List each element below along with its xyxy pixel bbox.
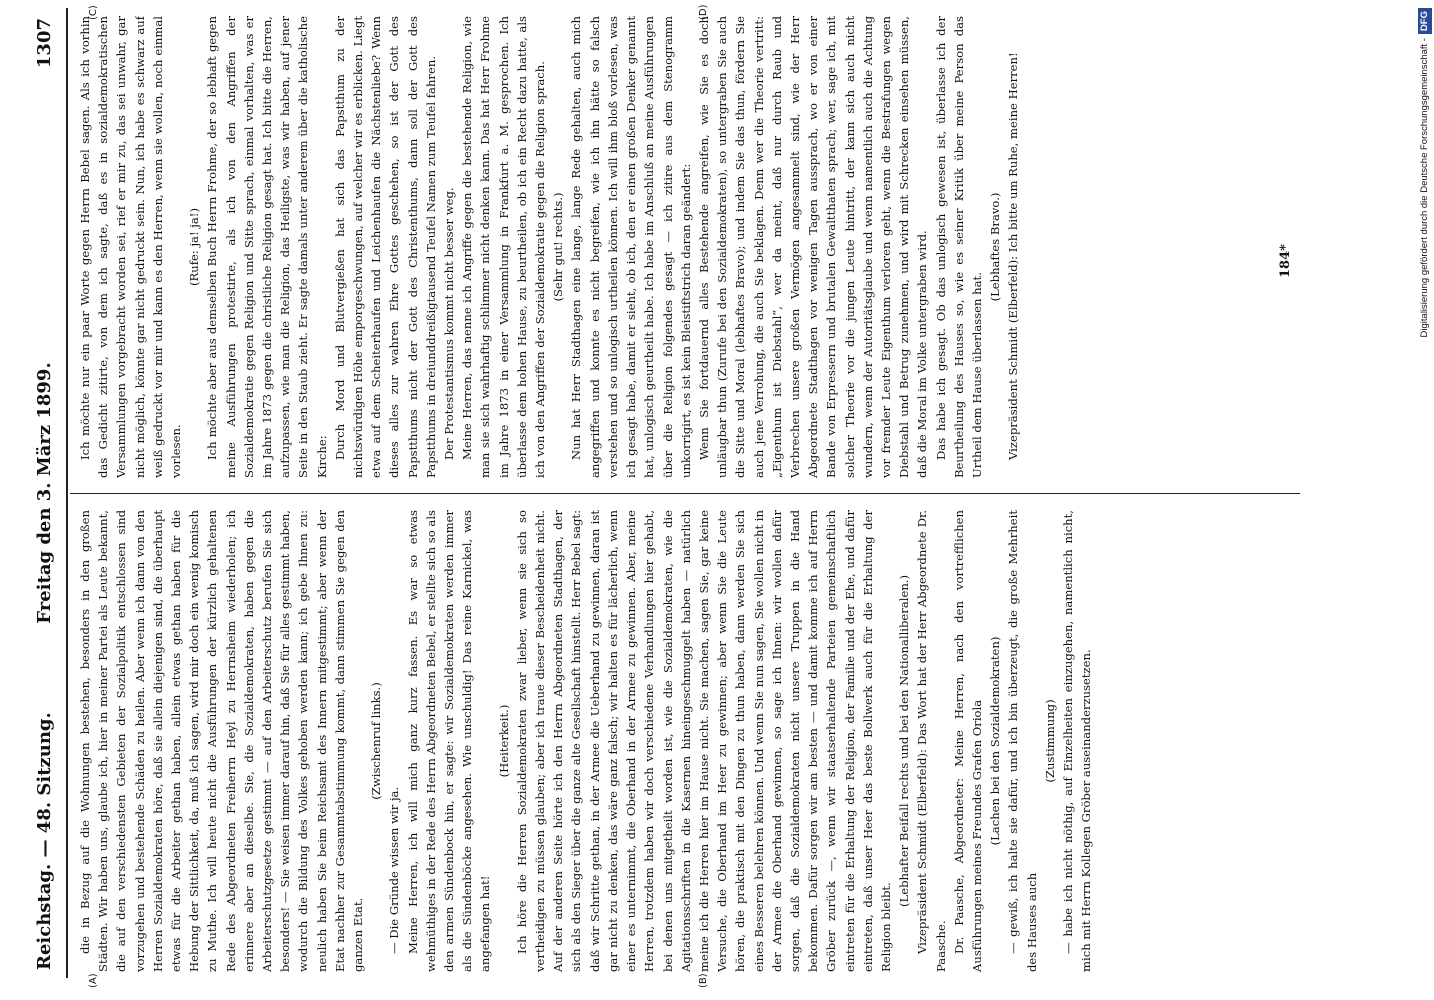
digitization-credit: [1418, 8, 1432, 992]
paragraph: — gewiß, ich halte sie dafür, und ich bin überzeugt, die große Mehrheit des Hauses auch: [1006, 510, 1039, 972]
speaker-paragraph: Vizepräsident Schmidt (Elberfeld): Ich bitte um Ruhe, meine Herren!: [1006, 52, 1021, 460]
paragraph: Ich möchte nur ein paar Worte gegen Herrn Bebel sagen. Als ich vorhin das Gedicht zitirte, von dem ich sagte, daß es in sozialdemokratischen Versammlungen vorgebracht worden sei, rief er mir zu, das sei unwahr, gar nicht möglich, könnte gar nicht gedruckt sein. Nun, ich habe es schwarz auf weiß gedruckt vor mir und kann es den Herren, wenn sie wollen, noch einmal vorlesen.: [78, 16, 184, 478]
margin-marker-c: (C): [88, 5, 99, 20]
signature-mark: 184*: [1278, 244, 1293, 278]
paragraph: Ich möchte aber aus demselben Buch Herrn Frohme, der so lebhaft gegen meine Ausführungen protestirte, als ich von den Angriffen der Sozialdemokratie gegen Religion und Sitte sprach, einmal vorhalten, was er im Jahre 1873 gegen die christliche Religion gesagt hat. Ich bitte die Herren, aufzupassen, wie man die Religion, das Heiligste, was wir haben, auf jener Seite in den Staub zieht. Er sagte damals unter anderem über die katholische Kirche:: [205, 16, 329, 478]
page-number: 1307: [34, 18, 55, 69]
digitization-credit-text-wrap: [1418, 8, 1432, 992]
paragraph: die in Bezug auf die Wohnungen bestehen, besonders in den großen Städten. Wir haben uns, glaube ich, hier in meiner Partei als Leute bekannt, die auf den verschiedensten Gebieten der Sozialpolitik entschlossen sind vorzugehen und bestehende Schäden zu heilen. Aber wenn ich dann von den Herren Sozialdemokraten höre, daß sie allein diejenigen sind, die überhaupt etwas für die Arbeiter gethan haben, allein etwas gethan haben für die Hebung der Sittlichkeit, da, muß ich sagen, wird mir doch ein wenig komisch zu Muthe. Ich will heute nicht die Ausführungen der kürzlich gehaltenen Rede des Abgeordneten Freiherrn Heyl zu Herrnsheim wiederholen; ich erinnere aber an dieselbe. Sie, die Sozialdemokraten, haben gegen die Arbeiterschutzgesetze gestimmt — auf den Arbeiterschutz berufen Sie sich besonders! — Sie weisen immer darauf hin, daß Sie für alles gestimmt haben, wodurch die Bildung des Volkes gehoben werden kann; ich gebe Ihnen zu: neulich haben Sie beim Reichsamt des Innern mitgestimmt; aber wenn der Etat nachher zur Gesammtabstimmung kommt, dann stimmen Sie gegen den ganzen Etat.: [78, 510, 366, 972]
margin-marker-a: (A): [88, 973, 99, 988]
header-left: Reichstag. — 48. Sitzung.: [34, 712, 55, 970]
quotation: Durch Mord und Blutvergießen hat sich das Papstthum zu der nichtswürdigen Höhe emporgeschwungen, auf welcher wir es erblicken. Liegt etwa auf dem Scheiterhaufen und Leichenhaufen die Nächstenliebe? Wenn dieses alles zur wahren Ehre Gottes geschehen, so ist der Gott des Papstthums nicht der Gott des Christenthums, dann soll der Gott des Papstthums in dreiunddreißigtausend Teufel Namen zum Teufel fahren.: [332, 16, 438, 478]
margin-marker-d: (D): [698, 4, 709, 20]
margin-marker-b: (B): [698, 973, 709, 988]
digitization-credit-text: Digitalisierung gefördert durch die Deutsche Forschungsgemeinschaft -: [1419, 38, 1430, 338]
interjection: (Zwischenruf links.): [369, 682, 384, 800]
quotation: Wenn Sie fortdauernd alles Bestehende angreifen, wie Sie es doch unläugbar thun (Zurufe bei den Sozialdemokraten), so untergraben Sie auch die Sitte und Moral (lebhaftes Bravo); und indem Sie das thun, fördern Sie auch jene Verrohung, die auch Sie beklagen. Denn wer die Theorie vertritt: „Eigenthum ist Diebstahl“, wer da meint, daß nur durch Raub und Verbrechen unsere großen Vermögen angesammelt sind, wie der Herr Abgeordnete Stadthagen vor wenigen Tagen aussprach, wo er von einer Bande von Erpressern und brutalen Gewaltthaten sprach; wer, sage ich, mit solcher Theorie vor die jungen Leute hintritt, der kann sich auch nicht wundern, wenn der Autoritätsglaube und wenn namentlich auch die Achtung vor fremder Leute Eigenthum verloren geht, wenn die Bestrafungen wegen Diebstahl und Betrug zunehmen, und wird mit Schrecken einsehen müssen, daß die Moral im Volke untergraben wird.: [696, 16, 930, 478]
interjection: (Heiterkeit.): [496, 704, 511, 778]
right-column: [76, 16, 1296, 478]
interjection: (Rufe: ja! ja!): [187, 208, 202, 287]
speaker-paragraph: Dr. Paasche, Abgeordneter: Meine Herren, nach den vortrefflichen Ausführungen meines Freundes Grafen Oriola: [951, 510, 984, 972]
paragraph: Der Protestantismus kommt nicht besser weg.: [442, 187, 457, 460]
interjection: (Sehr gut! rechts.): [551, 192, 566, 302]
page-header: [28, 8, 62, 978]
interjection: (Lebhaftes Bravo.): [988, 192, 1003, 302]
paragraph: — habe ich nicht nöthig, auf Einzelheiten einzugehen, namentlich nicht, mich mit Herrn Kollegen Gröber auseinanderzusetzen.: [1060, 510, 1094, 972]
left-column: [76, 510, 1296, 972]
paragraph: Nun hat Herr Stadthagen eine lange, lange Rede gehalten, auch mich angegriffen und konnte es nicht begreifen, wie ich ihn hätte so falsch verstehen und so unlogisch urtheilen können. Ich will ihm bloß vorlesen, was ich gesagt habe, damit er sieht, ob ich, den er einen großen Denker genannt hat, unlogisch geurtheilt habe. Ich habe im Anschluß an meine Ausführungen über die Religion folgendes gesagt — ich zitire aus dem Stenogramm unkorrigirt, es ist kein Bleistiftstrich daran geändert:: [569, 16, 693, 478]
column-divider: [70, 493, 1300, 494]
document-page: [28, 4, 1318, 988]
dfg-logo: DFG: [1418, 8, 1432, 34]
header-center-date: Freitag den 3. März 1899.: [34, 362, 55, 624]
header-rule: [66, 8, 68, 978]
interjection: (Lachen bei den Sozialdemokraten): [988, 636, 1003, 846]
speaker-paragraph: Vizepräsident Schmidt (Elberfeld): Das Wort hat der Herr Abgeordnete Dr. Paasche.: [915, 510, 948, 972]
paragraph: Ich höre die Herren Sozialdemokraten zwar lieber, wenn sie sich so vertheidigen zu müssen glauben; aber ich traue dieser Bescheidenheit nicht. Auf der anderen Seite hörte ich den Herrn Abgeordneten Stadthagen, der sich als den Sieger über die ganze alte Gesellschaft hinstellt. Herr Bebel sagt: daß wir Schritte gethan, in der Armee die Ueberhand zu gewinnen, daran ist gar nicht zu denken, das wäre ganz falsch; wir halten es für lächerlich, wenn einer es unternimmt, die Oberhand in der Armee zu gewinnen. Aber, meine Herren, trotzdem haben wir doch verschiedene Verhandlungen hier gehabt, bei denen uns mitgetheilt worden ist, wie die Sozialdemokraten, wie die Agitationsschriften in die Kasernen hineingeschmuggelt haben — natürlich meine ich die Herren hier im Hause nicht. Sie machen, sagen Sie, gar keine Versuche, die Oberhand im Heer zu gewinnen; aber wenn Sie die Leute hören, die praktisch mit den Dingen zu thun haben, dann werden Sie sich eines Besseren belehren können. Und wenn Sie nun sagen, Sie wollen nicht in der Armee die Oberhand gewinnen, so sage ich Ihnen: wir wollen dafür sorgen, daß die Sozialdemokraten nicht unsere Truppen in die Hand bekommen. Dafür sorgen wir am besten — und damit komme ich auf Herrn Gröber zurück —, wenn wir staatserhaltende Parteien gemeinschaftlich eintreten für die Erhaltung der Religion, der Familie und der Ehe, und dafür eintreten, daß unser Heer das beste Bollwerk auch für die Erhaltung der Religion bleibt.: [514, 510, 893, 972]
interjection: (Lebhafter Beifall rechts und bei den Nationalliberalen.): [897, 575, 912, 908]
paragraph: Meine Herren, das nenne ich Angriffe gegen die bestehende Religion, wie man sie sich wahrhaftig schlimmer nicht denken kann. Das hat Herr Frohme im Jahre 1873 in einer Versammlung in Frankfurt a. M. gesprochen. Ich überlasse dem hohen Hause, zu beurtheilen, ob ich ein Recht dazu hatte, als ich von den Angriffen der Sozialdemokratie gegen die Religion sprach.: [460, 16, 548, 478]
interjection: (Zustimmung): [1042, 699, 1057, 783]
paragraph: Das habe ich gesagt. Ob das unlogisch gewesen ist, überlasse ich der Beurtheilung des Hauses so, wie es seiner Kritik über meine Person das Urtheil dem Hause überlassen hat.: [933, 16, 984, 478]
paragraph: Meine Herren, ich will mich ganz kurz fassen. Es war so etwas wehmüthiges in der Rede des Herrn Abgeordneten Bebel, er stellte sich so als den armen Sündenbock hin, er sagte: wir Sozialdemokraten werden immer als die Sündenböcke angesehen. Wie unschuldig! Das reine Karnickel, was angefangen hat!: [405, 510, 493, 972]
paragraph: — Die Gründe wissen wir ja.: [387, 786, 402, 954]
